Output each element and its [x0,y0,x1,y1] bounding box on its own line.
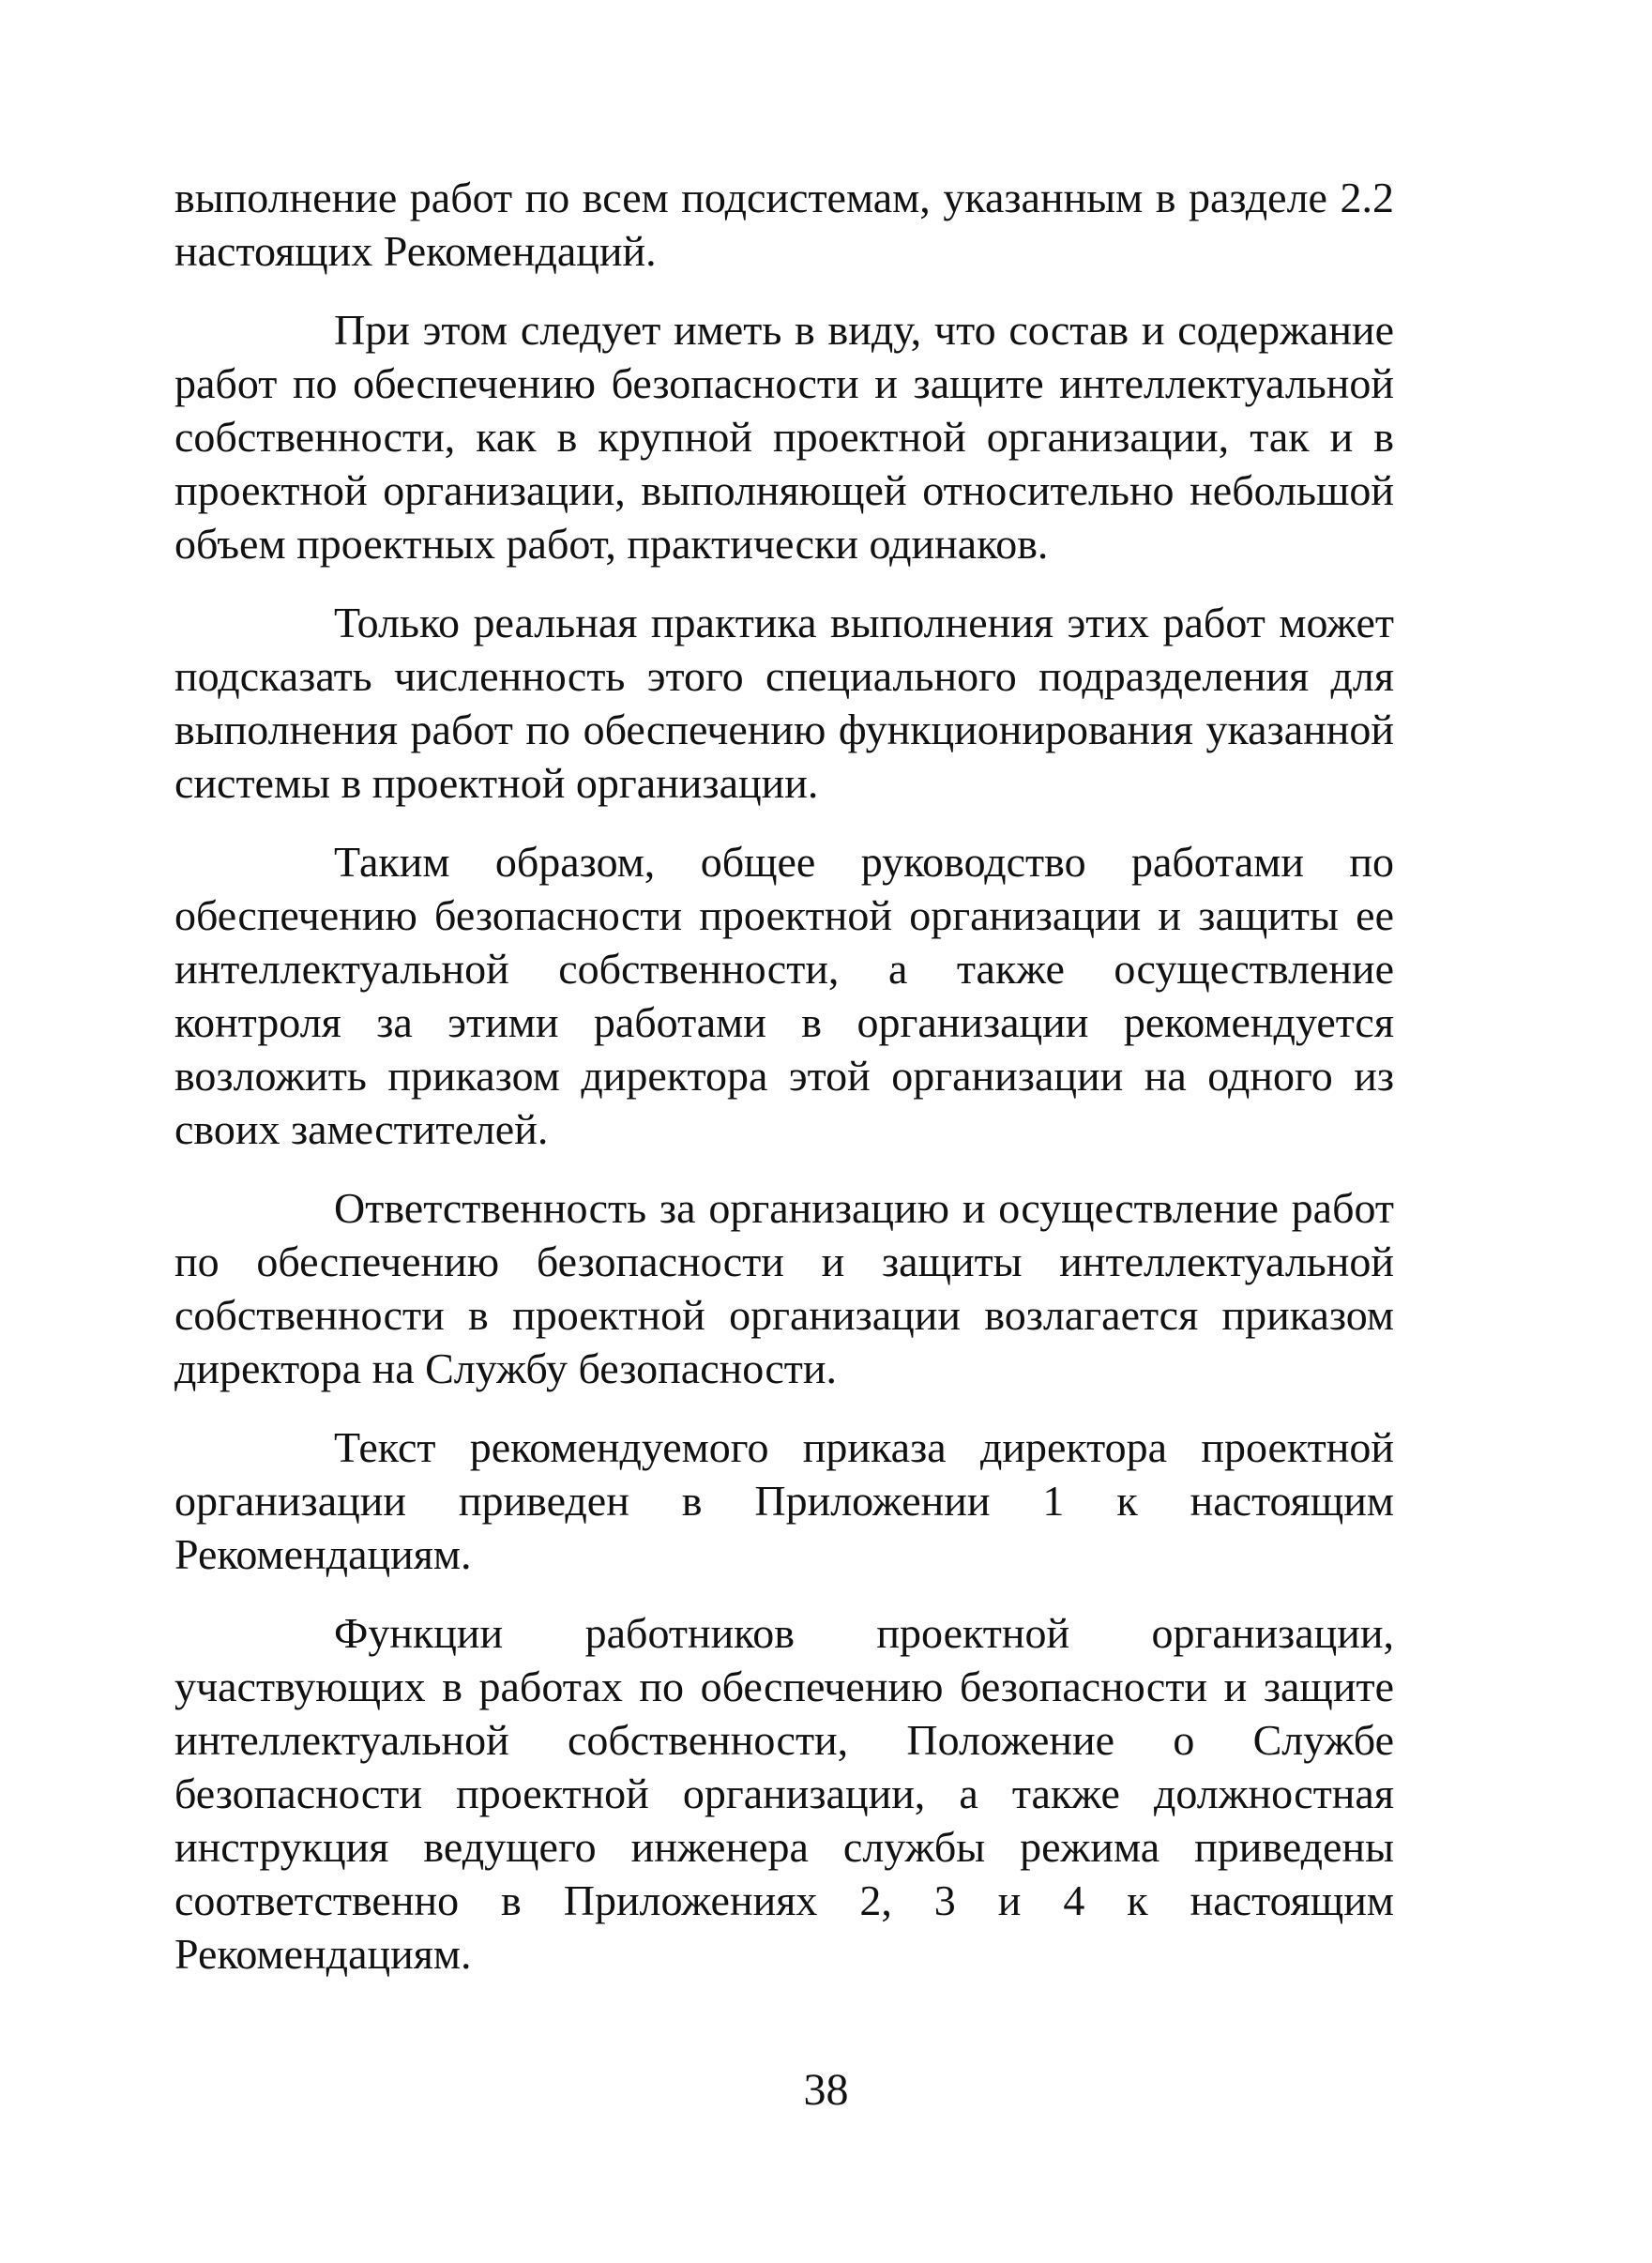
paragraph: Текст рекомендуемого приказа директора проектной организации приведен в Приложении 1 к настоящим Рекомендациям. [174,1423,1394,1578]
paragraph-continuation: выполнение работ по всем подсистемам, указанным в разделе 2.2 настоящих Рекомендаций. [174,174,1394,275]
paragraph: Ответственность за организацию и осуществление работ по обеспечению безопасности и защиты интеллектуальной собственности в проектной организации возлагается приказом директора на Службу безопасности. [174,1184,1394,1392]
paragraph: При этом следует иметь в виду, что состав и содержание работ по обеспечению безопасности и защите интеллектуальной собственности, как в крупной проектной организации, так и в проектной организации, выполняющей относительно небольшой объем проектных работ, практически одинаков. [174,306,1394,568]
paragraph: Таким образом, общее руководство работами по обеспечению безопасности проектной организации и защиты ее интеллектуальной собственности, а также осуществление контроля за этими работами в организации рекомендуется возложить приказом директора этой организации на одного из своих заместителей. [174,838,1394,1153]
body-text [174,171,1394,2006]
paragraph: Только реальная практика выполнения этих работ может подсказать численность этого специального подразделения для выполнения работ по обеспечению функционирования указанной системы в проектной организации. [174,599,1394,807]
paragraph: Функции работников проектной организации, участвующих в работах по обеспечению безопасности и защите интеллектуальной собственности, Положение о Службе безопасности проектной организации, а также должностная инструкция ведущего инженера службы режима приведены соответственно в Приложениях 2, 3 и 4 к настоящим Рекомендациям. [174,1609,1394,1978]
page-number: 38 [803,2065,849,2115]
